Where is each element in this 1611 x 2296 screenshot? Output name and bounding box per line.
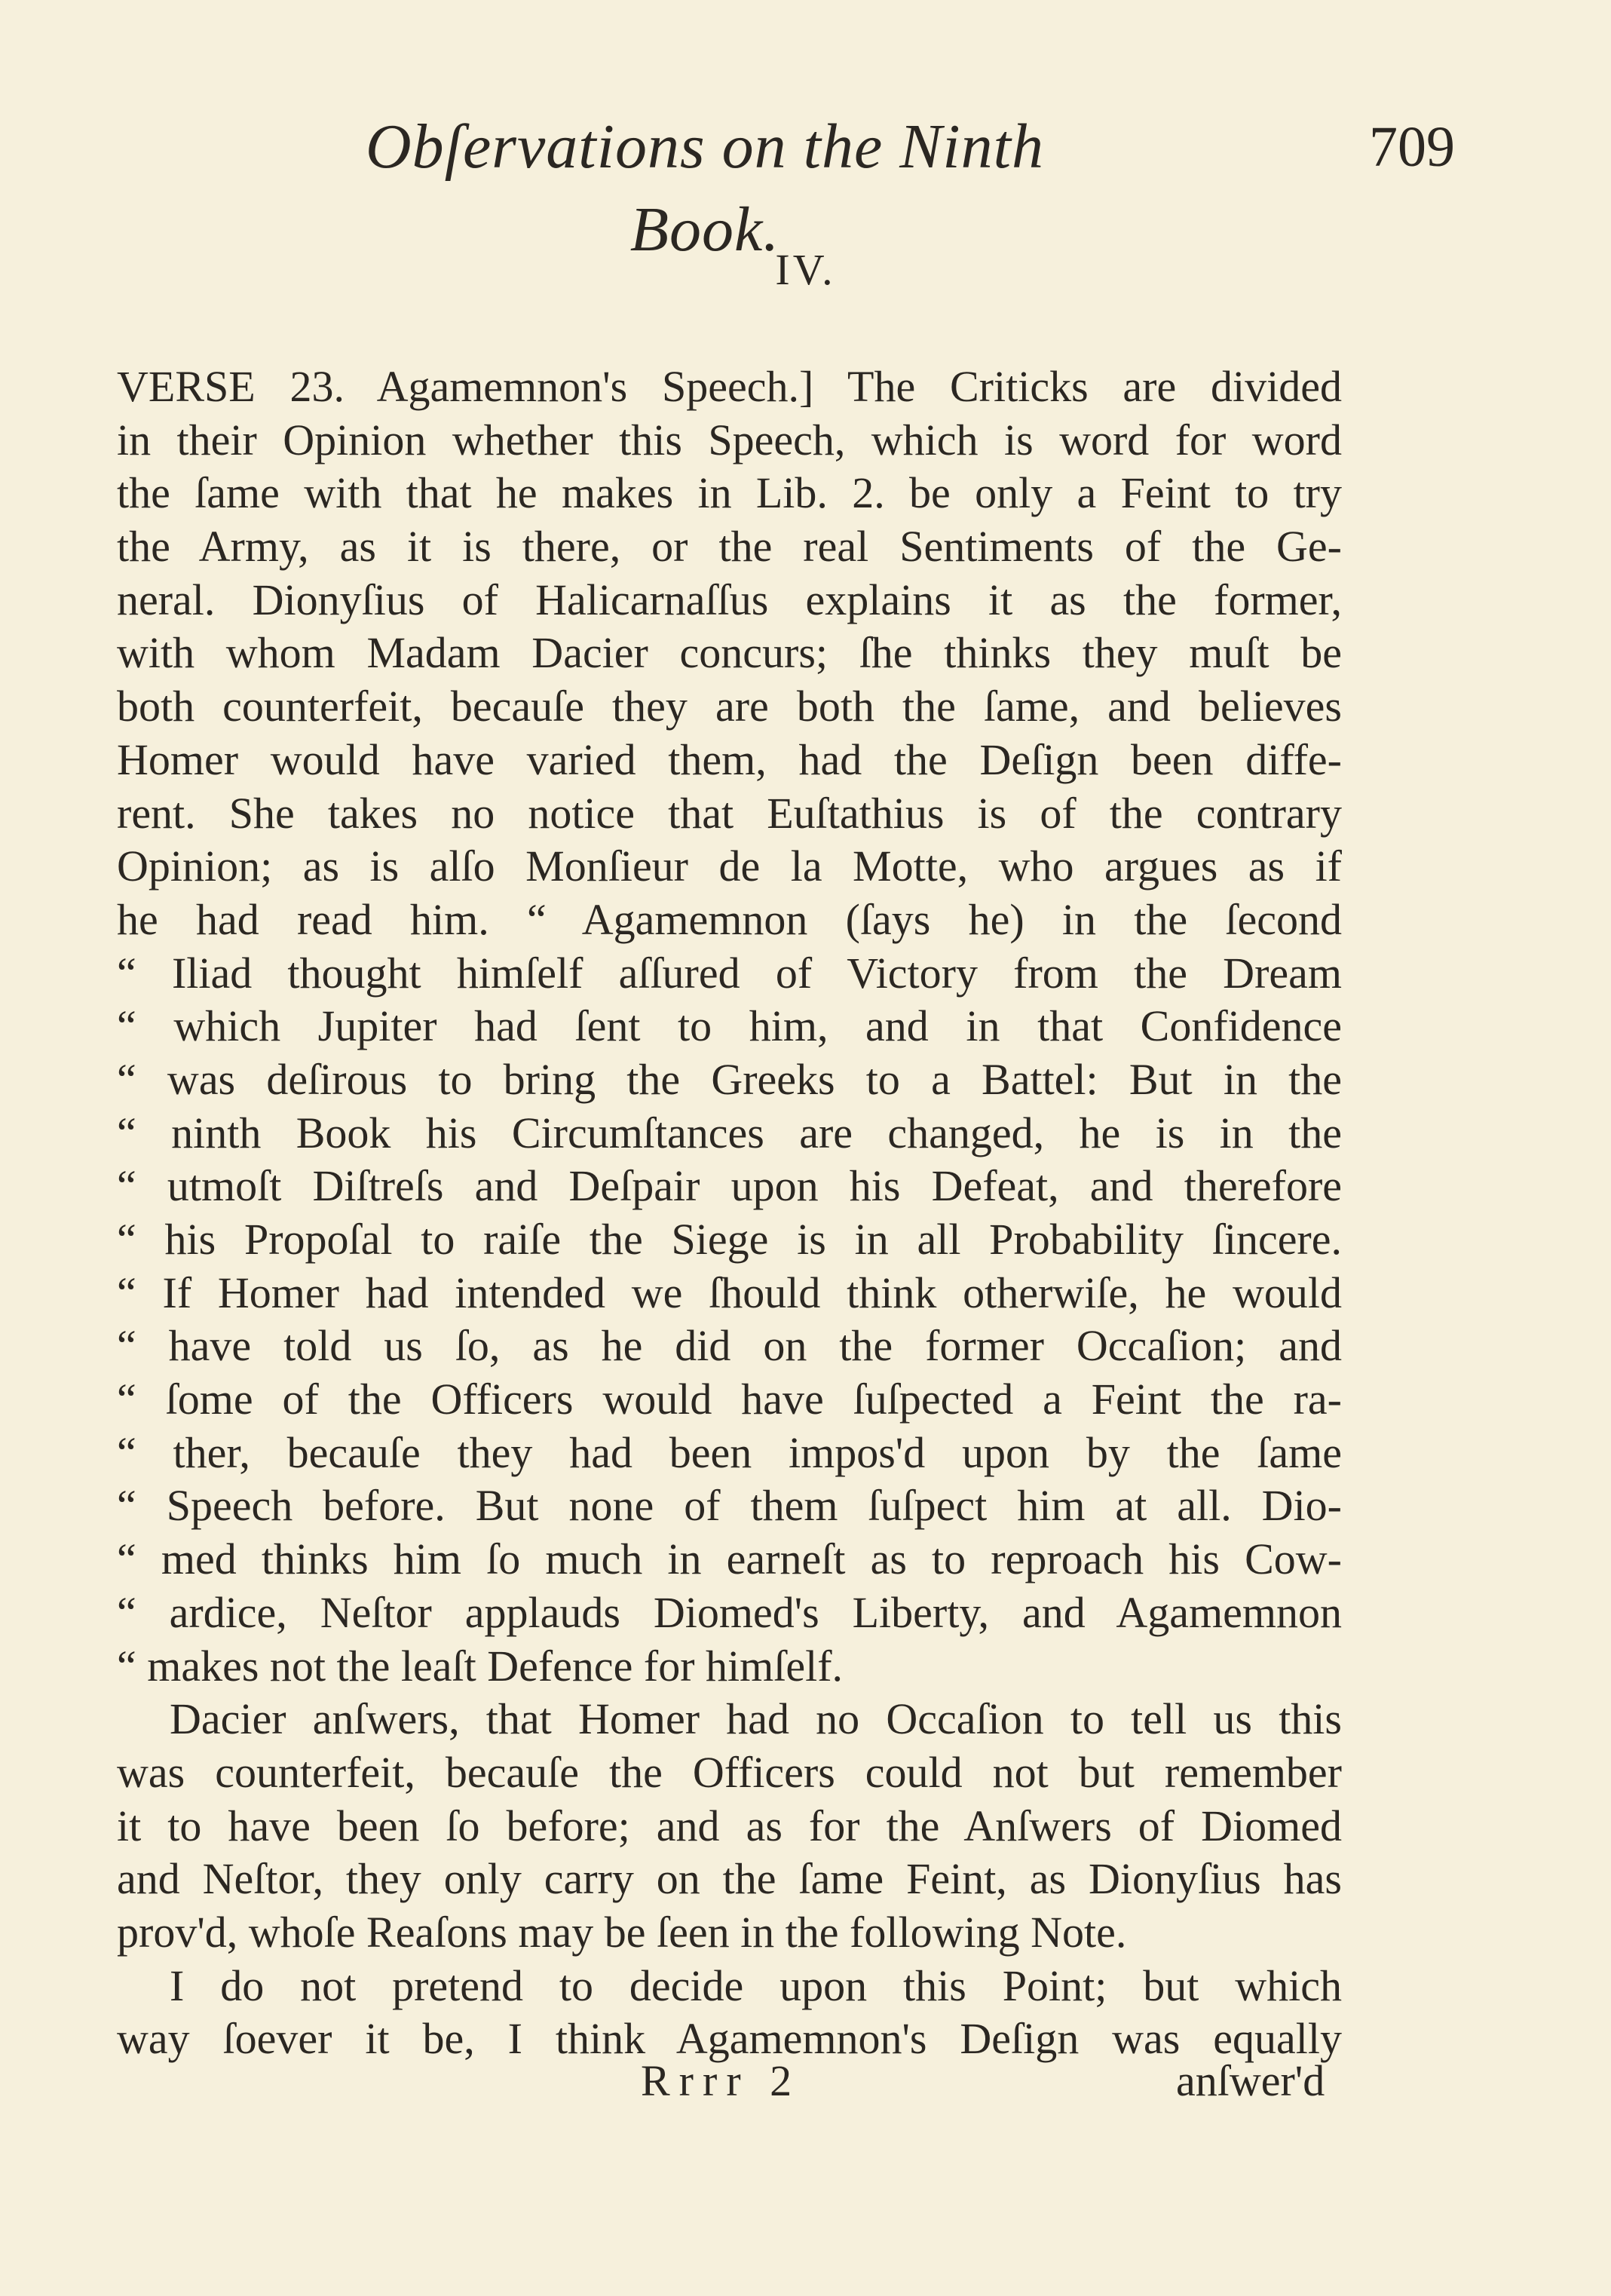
text-line: “ makes not the leaſt Defence for himſelf. <box>117 1641 844 1691</box>
body-text <box>117 360 1342 2066</box>
text-line: Opinion; as is alſo Monſieur de la Motte, who argues as if <box>117 841 1342 891</box>
text-line: “ ardice, Neſtor applauds Diomed's Liberty, and Agamemnon <box>117 1587 1342 1637</box>
text-line: “ If Homer had intended we ſhould think otherwiſe, he would <box>117 1268 1342 1317</box>
text-line: “ which Jupiter had ſent to him, and in that Confidence <box>117 1001 1342 1051</box>
text-line: “ Speech before. But none of them ſuſpect him at all. Dio- <box>117 1481 1342 1531</box>
text-line: Homer would have varied them, had the Deſign been diffe- <box>117 734 1342 784</box>
text-line: “ have told us ſo, as he did on the former Occaſion; and <box>117 1321 1342 1371</box>
text-line: “ ninth Book his Circumſtances are changed, he is in the <box>117 1108 1342 1157</box>
text-line: rent. She takes no notice that Euſtathius is of the contrary <box>117 788 1342 838</box>
text-line: prov'd, whoſe Reaſons may be ſeen in the following Note. <box>117 1907 1127 1957</box>
footer-line <box>0 2051 1611 2111</box>
text-line: “ ſome of the Officers would have ſuſpected a Feint the ra- <box>117 1375 1342 1424</box>
signature-mark: Rrrr 2 <box>641 2056 801 2105</box>
text-line: I do not pretend to decide upon this Point; but which <box>170 1960 1342 2010</box>
text-line: was counterfeit, becauſe the Officers could not but remember <box>117 1747 1342 1797</box>
text-line: it to have been ſo before; and as for the Anſwers of Diomed <box>117 1801 1342 1850</box>
text-line: and Neſtor, they only carry on the ſame Feint, as Dionyſius has <box>117 1854 1342 1904</box>
text-line: he had read him. “ Agamemnon (ſays he) in the ſecond <box>117 894 1342 944</box>
catchword: anſwer'd <box>1176 2056 1325 2105</box>
text-line: in their Opinion whether this Speech, which is word for word <box>117 415 1342 464</box>
text-line: Dacier anſwers, that Homer had no Occaſion to tell us this <box>170 1694 1342 1744</box>
text-line: “ utmoſt Diſtreſs and Deſpair upon his Defeat, and therefore <box>117 1161 1342 1211</box>
page-number: 709 <box>1369 115 1455 179</box>
section-number: IV. <box>775 245 836 294</box>
running-head <box>113 106 1455 265</box>
text-line: “ his Propoſal to raiſe the Siege is in all Probability ſincere. <box>117 1215 1342 1264</box>
text-line: the ſame with that he makes in Lib. 2. be only a Feint to try <box>117 468 1342 518</box>
text-line: VERSE 23. Agamemnon's Speech.] The Criticks are divided <box>117 362 1342 411</box>
text-line: way ſoever it be, I think Agamemnon's Deſign was equally <box>117 2014 1342 2064</box>
text-line: with whom Madam Dacier concurs; ſhe thinks they muſt be <box>117 628 1342 678</box>
text-line: the Army, as it is there, or the real Sentiments of the Ge- <box>117 522 1342 572</box>
text-line: “ med thinks him ſo much in earneſt as to reproach his Cow- <box>117 1534 1342 1584</box>
text-line: “ was deſirous to bring the Greeks to a Battel: But in the <box>117 1054 1342 1104</box>
text-line: “ Iliad thought himſelf aſſured of Victory from the Dream <box>117 948 1342 998</box>
running-title: Obſervations on the Ninth Book. <box>366 112 1044 265</box>
text-line: neral. Dionyſius of Halicarnaſſus explains it as the former, <box>117 575 1342 624</box>
text-line: “ ther, becauſe they had been impos'd upon by the ſame <box>117 1427 1342 1477</box>
text-line: both counterfeit, becauſe they are both the ſame, and believes <box>117 682 1342 731</box>
